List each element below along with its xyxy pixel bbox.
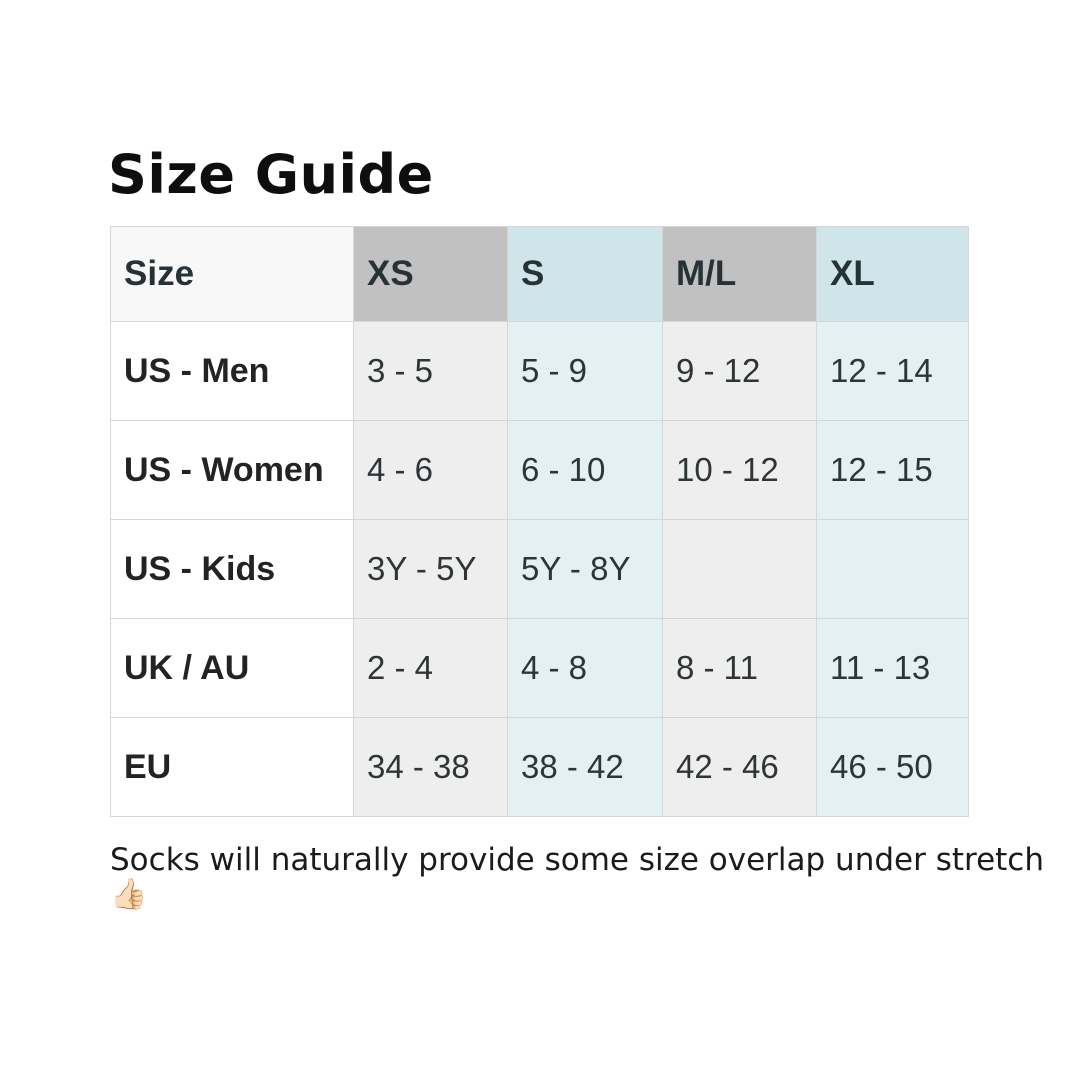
thumbs-up-icon: 👍🏻 [110,877,148,913]
cell-us-women-xs: 4 - 6 [354,421,508,520]
size-guide-table [110,226,969,817]
row-label: UK / AU [111,619,354,718]
table-row-us-kids [111,520,969,619]
cell-eu-ml: 42 - 46 [663,718,817,817]
cell-eu-s: 38 - 42 [508,718,663,817]
cell-us-women-ml: 10 - 12 [663,421,817,520]
row-label: US - Kids [111,520,354,619]
column-header-s: S [508,227,663,322]
column-header-xl: XL [817,227,969,322]
table-header-row [111,227,969,322]
cell-us-women-s: 6 - 10 [508,421,663,520]
footnote [110,843,1080,911]
cell-us-kids-ml [663,520,817,619]
row-label: US - Women [111,421,354,520]
column-header-size: Size [111,227,354,322]
cell-us-kids-xs: 3Y - 5Y [354,520,508,619]
cell-us-men-xs: 3 - 5 [354,322,508,421]
cell-uk-au-s: 4 - 8 [508,619,663,718]
cell-uk-au-ml: 8 - 11 [663,619,817,718]
row-label: EU [111,718,354,817]
cell-eu-xl: 46 - 50 [817,718,969,817]
column-header-xs: XS [354,227,508,322]
column-header-ml: M/L [663,227,817,322]
cell-eu-xs: 34 - 38 [354,718,508,817]
cell-uk-au-xs: 2 - 4 [354,619,508,718]
table-row-uk-au [111,619,969,718]
table-row-eu [111,718,969,817]
cell-us-men-s: 5 - 9 [508,322,663,421]
cell-us-men-xl: 12 - 14 [817,322,969,421]
table-row-us-women [111,421,969,520]
cell-us-kids-xl [817,520,969,619]
cell-uk-au-xl: 11 - 13 [817,619,969,718]
table-row-us-men [111,322,969,421]
page-title: Size Guide [108,143,434,206]
footnote-text: Socks will naturally provide some size overlap under stretch [110,842,1044,878]
cell-us-kids-s: 5Y - 8Y [508,520,663,619]
cell-us-women-xl: 12 - 15 [817,421,969,520]
cell-us-men-ml: 9 - 12 [663,322,817,421]
row-label: US - Men [111,322,354,421]
